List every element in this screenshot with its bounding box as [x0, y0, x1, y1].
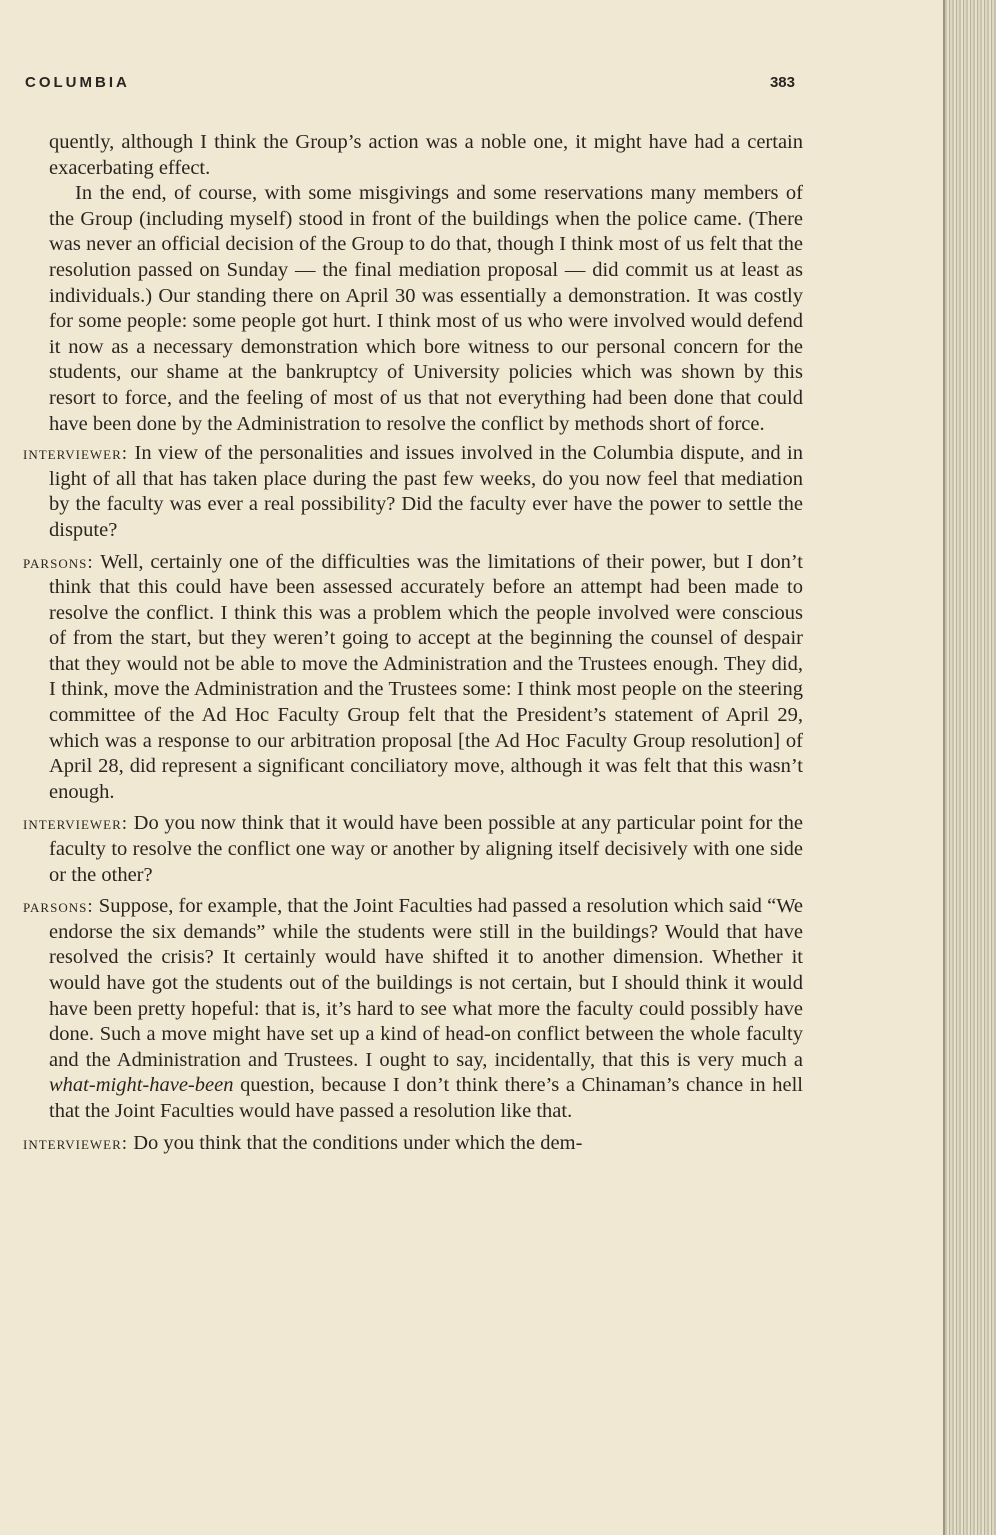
paragraph-continued: quently, although I think the Group’s action was a noble one, it might have had a certain exacerbating effect. — [49, 131, 803, 179]
speaker-label: interviewer: — [23, 813, 129, 835]
speaker-label: interviewer: — [23, 443, 129, 465]
question-text: Do you now think that it would have been possible at any particular point for the faculty to resolve the conflict one way or another by aligning itself decisively with one side or the other? — [49, 812, 803, 886]
speaker-label: parsons: — [23, 896, 94, 918]
parsons-answer — [23, 550, 803, 806]
paragraph: In the end, of course, with some misgivings and some reservations many members of the Group (including myself) stood in front of the buildings when the police came. (There was never an official decision of the Group to do that, though I think most of us felt that the resolution passed on Sunday — the final mediation proposal — did commit us at least as individuals.) Our standing there on April 30 was essentially a demonstration. It was costly for some people: some people got hurt. I think most of us who were involved would defend it now as a necessary demonstration which bore witness to our personal concern for the students, our shame at the bankruptcy of University policies which was shown by this resort to force, and the feeling of most of us that not everything had been done that could have been done by the Administration to resolve the conflict by methods short of force. — [49, 182, 803, 435]
page-edge — [943, 0, 996, 1535]
page-number: 383 — [769, 74, 795, 91]
interviewer-question — [23, 1131, 803, 1157]
answer-text: Suppose, for example, that the Joint Faculties had passed a resolution which said “We endorse the six demands” while the students were still in the buildings? Would that have resolved the crisis? It certainly would have shifted it to another dimension. Whether it would have got the students out of the buildings is not certain, but I should think it would have been pretty hopeful: that is, it’s hard to see what more the faculty could possibly have done. Such a move might have set up a kind of head-on conflict between the whole faculty and the Administration and Trustees. I ought to say, incidentally, that this is very much a — [49, 895, 804, 1071]
answer-text: Well, certainly one of the difficulties was the limitations of their power, but I don’t think that this could have been assessed accurately before an attempt had been made to resolve the conflict. I think this was a problem which the people involved were conscious of from the start, but they weren’t going to accept at the beginning the counsel of despair that they would not be able to move the Administration and the Trustees enough. They did, I think, move the Administration and the Trustees some: I think most people on the steering committee of the Ad Hoc Faculty Group felt that the President’s statement of April 29, which was a response to our arbitration proposal [the Ad Hoc Faculty Group resolution] of April 28, did represent a significant conciliatory move, although it was felt that this wasn’t enough. — [49, 550, 803, 803]
italic-phrase: what-might-have-been — [49, 1074, 234, 1097]
page-body — [23, 130, 803, 1162]
running-head — [25, 74, 795, 96]
question-text: Do you think that the conditions under which the dem- — [133, 1131, 583, 1154]
speaker-label: interviewer: — [23, 1132, 129, 1154]
answer-text-continued: question, because I don’t think there’s a Chinaman’s chance in hell that the Joint Faculties would have passed a resolution like that. — [49, 1074, 803, 1122]
question-text: In view of the personalities and issues involved in the Columbia dispute, and in light of all that has taken place during the past few weeks, do you now feel that mediation by the faculty was ever a real possibility? Did the faculty ever have the power to settle the dispute? — [49, 442, 804, 541]
interviewer-question — [23, 441, 803, 543]
running-head-title: COLUMBIA — [25, 74, 130, 91]
speaker-label: parsons: — [23, 551, 94, 573]
parsons-answer — [23, 894, 803, 1124]
interviewer-question — [23, 811, 803, 888]
